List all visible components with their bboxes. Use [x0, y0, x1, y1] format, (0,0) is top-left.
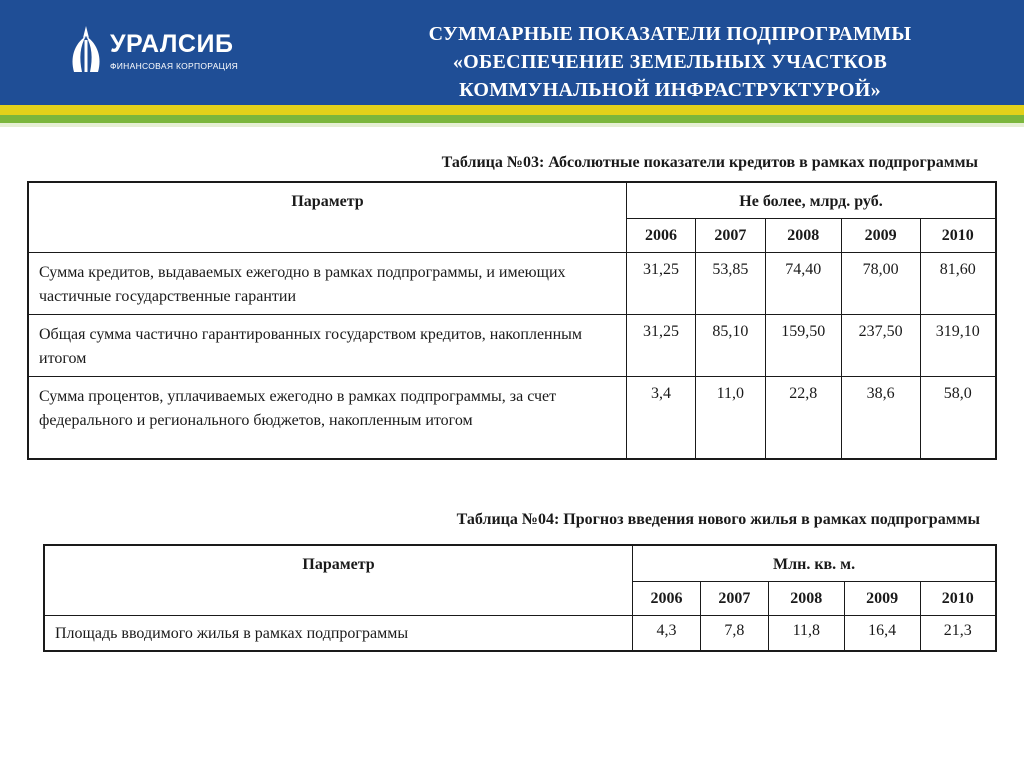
- page-title: [370, 20, 970, 104]
- row-value: 4,3: [633, 616, 701, 652]
- year-header: 2010: [920, 219, 996, 253]
- table-row: [28, 253, 996, 315]
- year-header: 2006: [633, 582, 701, 616]
- logo: [66, 24, 246, 80]
- title-line-3: КОММУНАЛЬНОЙ ИНФРАСТРУКТУРОЙ»: [459, 79, 881, 101]
- row-value: 3,4: [627, 377, 696, 459]
- param-header: Параметр: [44, 545, 633, 616]
- row-param: Площадь вводимого жилья в рамках подпрограммы: [44, 616, 633, 652]
- row-value: 7,8: [700, 616, 768, 652]
- param-header: Параметр: [28, 182, 627, 253]
- row-value: 22,8: [765, 377, 841, 459]
- row-value: 74,40: [765, 253, 841, 315]
- row-value: 319,10: [920, 315, 996, 377]
- logo-subtitle: ФИНАНСОВАЯ КОРПОРАЦИЯ: [110, 61, 239, 71]
- row-value: 58,0: [920, 377, 996, 459]
- year-header: 2007: [700, 582, 768, 616]
- credit-indicators-table: [27, 181, 997, 460]
- year-header: 2009: [841, 219, 920, 253]
- row-param: Общая сумма частично гарантированных государством кредитов, накопленным итогом: [28, 315, 627, 377]
- stripe-green: [0, 115, 1024, 123]
- uralsib-emblem-icon: [66, 24, 106, 74]
- year-header: 2009: [844, 582, 920, 616]
- row-value: 237,50: [841, 315, 920, 377]
- row-value: 16,4: [844, 616, 920, 652]
- row-value: 85,10: [695, 315, 765, 377]
- row-param: Сумма процентов, уплачиваемых ежегодно в рамках подпрограммы, за счет федерального и регионального бюджетов, накопленным итогом: [28, 377, 627, 459]
- stripe-yellow: [0, 105, 1024, 115]
- row-param: Сумма кредитов, выдаваемых ежегодно в рамках подпрограммы, и имеющих частичные государственные гарантии: [28, 253, 627, 315]
- stripe-pale: [0, 123, 1024, 127]
- year-header: 2010: [920, 582, 996, 616]
- year-header: 2007: [695, 219, 765, 253]
- row-value: 78,00: [841, 253, 920, 315]
- row-value: 21,3: [920, 616, 996, 652]
- year-header: 2008: [768, 582, 844, 616]
- row-value: 53,85: [695, 253, 765, 315]
- title-line-1: СУММАРНЫЕ ПОКАЗАТЕЛИ ПОДПРОГРАММЫ: [428, 23, 912, 45]
- row-value: 159,50: [765, 315, 841, 377]
- row-value: 38,6: [841, 377, 920, 459]
- table2-caption: Таблица №04: Прогноз введения нового жилья в рамках подпрограммы: [456, 511, 980, 528]
- table-row: [28, 377, 996, 459]
- title-line-2: «ОБЕСПЕЧЕНИЕ ЗЕМЕЛЬНЫХ УЧАСТКОВ: [452, 51, 888, 73]
- row-value: 11,8: [768, 616, 844, 652]
- row-value: 31,25: [627, 315, 696, 377]
- year-header: 2008: [765, 219, 841, 253]
- table1-caption: Таблица №03: Абсолютные показатели кредитов в рамках подпрограммы: [441, 154, 978, 171]
- housing-forecast-table: [43, 544, 997, 652]
- unit-header: Млн. кв. м.: [633, 545, 996, 582]
- year-header: 2006: [627, 219, 696, 253]
- row-value: 31,25: [627, 253, 696, 315]
- header-band: [0, 0, 1024, 105]
- row-value: 11,0: [695, 377, 765, 459]
- logo-wordmark: УРАЛСИБ: [110, 30, 234, 58]
- table-row: [44, 616, 996, 652]
- unit-header: Не более, млрд. руб.: [627, 182, 996, 219]
- row-value: 81,60: [920, 253, 996, 315]
- table-row: [28, 315, 996, 377]
